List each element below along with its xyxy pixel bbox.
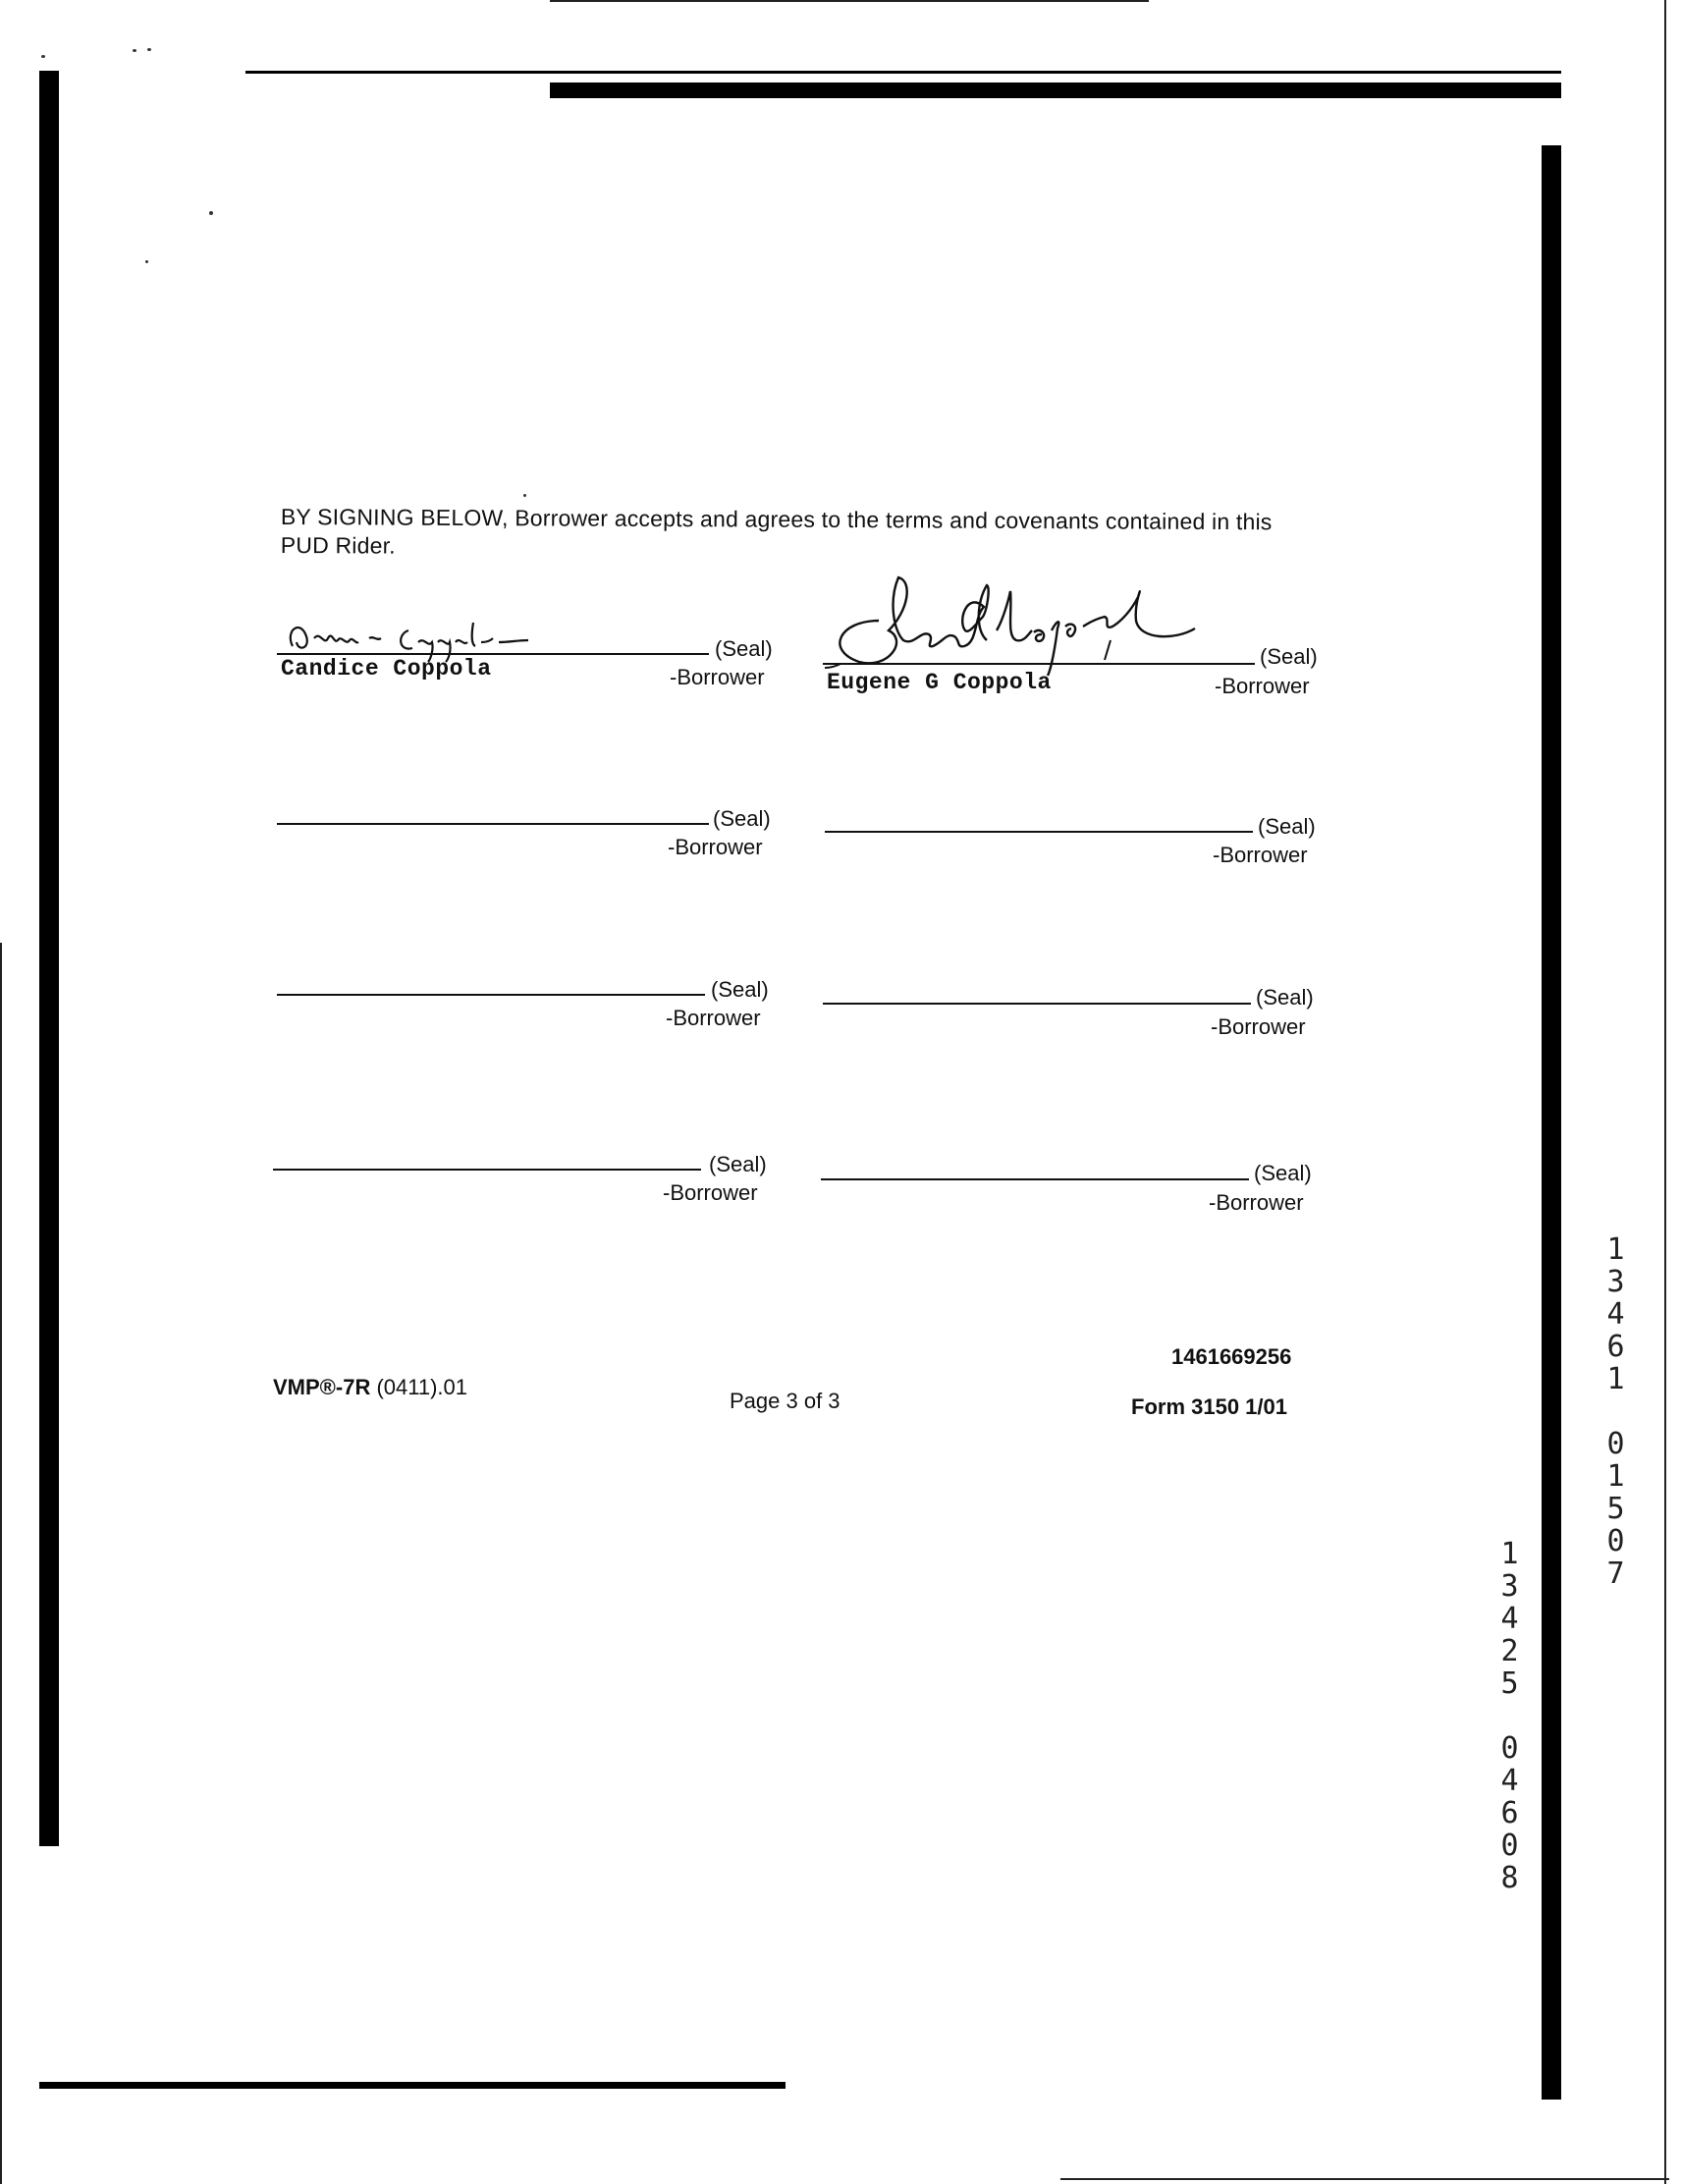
- recording-number-lower: 13425 04608: [1492, 1537, 1527, 1893]
- right-edge-line: [1664, 0, 1666, 2184]
- signature-line-4: [825, 831, 1253, 833]
- loan-number: 1461669256: [1171, 1344, 1292, 1369]
- seal-label-2: (Seal): [1260, 644, 1318, 669]
- signature-line-3: [277, 823, 709, 825]
- speck: [523, 494, 526, 497]
- bottom-edge-line: [1060, 2178, 1669, 2180]
- signature-line-8: [821, 1178, 1249, 1180]
- borrower-label-1: -Borrower: [670, 665, 765, 689]
- seal-label-8: (Seal): [1254, 1161, 1312, 1185]
- seal-label-6: (Seal): [1256, 985, 1314, 1010]
- speck: [133, 49, 136, 52]
- borrower-label-8: -Borrower: [1209, 1190, 1304, 1215]
- bottom-border-bar: [39, 2082, 786, 2089]
- seal-label-1: (Seal): [715, 636, 773, 661]
- borrower-label-3: -Borrower: [668, 835, 763, 859]
- speck: [209, 211, 213, 215]
- borrower-label-7: -Borrower: [663, 1180, 758, 1205]
- borrower-label-2: -Borrower: [1215, 674, 1310, 698]
- signature-eugene: [820, 572, 1252, 680]
- page-indicator: Page 3 of 3: [730, 1389, 840, 1413]
- signature-line-5: [277, 994, 705, 996]
- signature-candice: [281, 609, 536, 668]
- seal-label-5: (Seal): [711, 977, 769, 1002]
- signature-line-6: [823, 1003, 1251, 1005]
- speck: [41, 55, 45, 58]
- top-edge-line: [550, 0, 1149, 2]
- recording-number-upper: 13461 01507: [1599, 1232, 1633, 1589]
- left-edge-line: [0, 943, 2, 2184]
- form-number: Form 3150 1/01: [1131, 1394, 1287, 1419]
- acceptance-statement: [281, 503, 1322, 566]
- acceptance-lead: BY SIGNING BELOW,: [280, 504, 509, 531]
- top-border-bar-thick: [550, 82, 1561, 98]
- signer-name-1: Candice Coppola: [281, 656, 492, 682]
- left-border-bar: [39, 71, 59, 1846]
- speck: [145, 260, 148, 263]
- form-code-version: (0411).01: [370, 1375, 467, 1399]
- acceptance-body: Borrower accepts and agrees to the terms and covenants contained in this PUD Rider.: [280, 505, 1273, 559]
- top-border-bar: [245, 71, 1561, 74]
- borrower-label-5: -Borrower: [666, 1006, 761, 1030]
- seal-label-3: (Seal): [713, 806, 771, 831]
- form-code: [273, 1375, 467, 1400]
- signer-name-2: Eugene G Coppola: [827, 670, 1052, 695]
- form-code-mark: VMP®-7R: [273, 1375, 371, 1399]
- seal-label-4: (Seal): [1258, 814, 1316, 839]
- seal-label-7: (Seal): [709, 1152, 767, 1176]
- speck: [147, 48, 151, 51]
- borrower-label-4: -Borrower: [1213, 843, 1308, 867]
- signature-line-7: [273, 1169, 701, 1171]
- borrower-label-6: -Borrower: [1211, 1014, 1306, 1039]
- right-border-bar: [1542, 145, 1561, 2100]
